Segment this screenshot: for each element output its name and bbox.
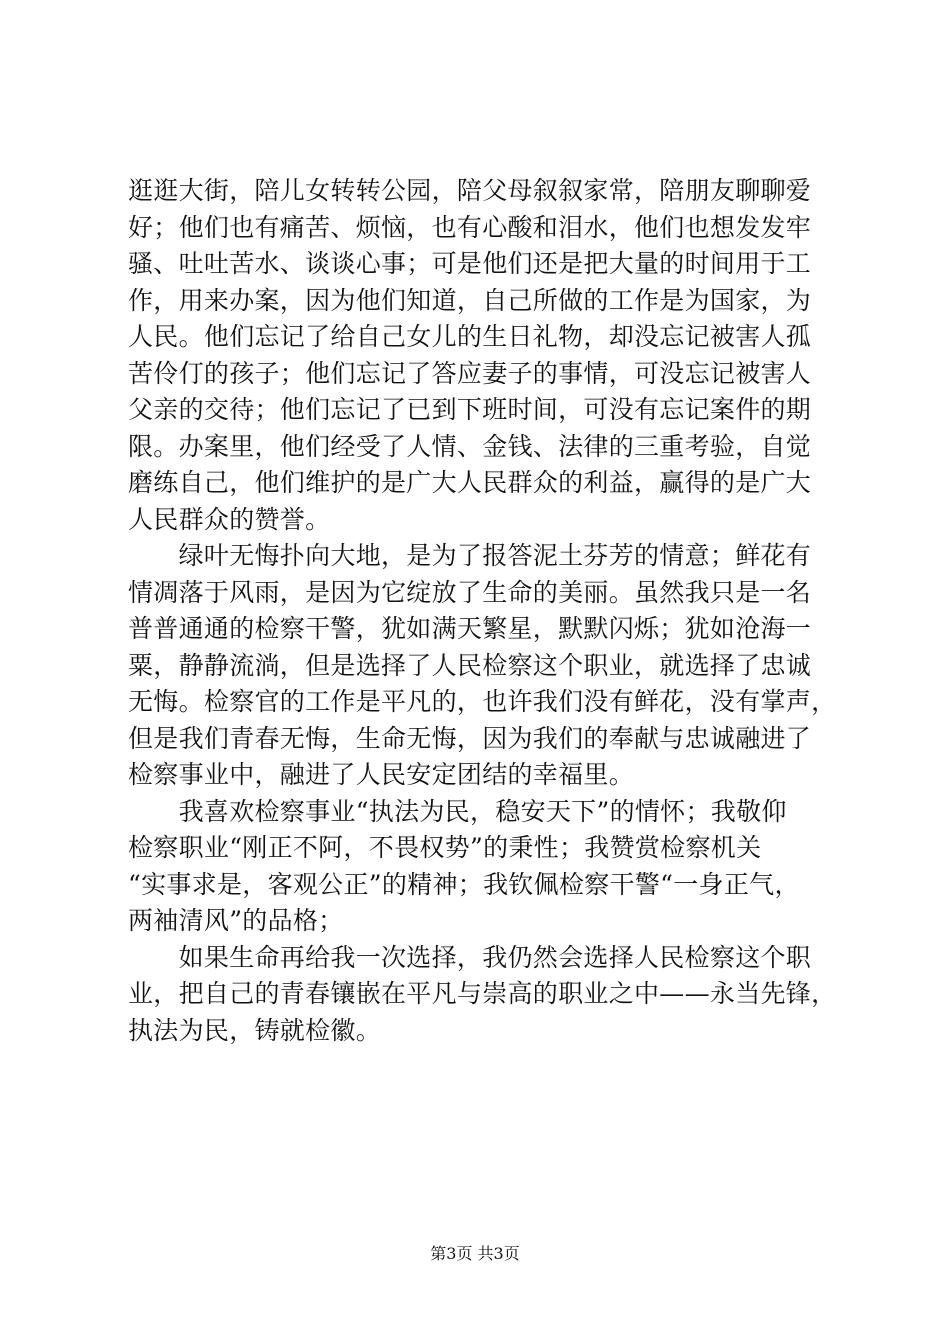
text-line: 苦伶仃的孩子；他们忘记了答应妻子的事情，可没忘记被害人 [128,358,812,388]
text-line: 如果生命再给我一次选择，我仍然会选择人民检察这个职 [128,942,812,972]
text-line: 两袖清风”的品格； [128,906,344,935]
text-line: 人民群众的赞誉。 [128,504,331,534]
document-body [128,173,837,1049]
text-line: 作，用来办案，因为他们知道，自己所做的工作是为国家，为 [128,285,812,315]
text-line: 检察职业“刚正不阿，不畏权势”的秉性；我赞赏检察机关 [128,833,762,862]
text-line: 粟，静静流淌，但是选择了人民检察这个职业，就选择了忠诚 [128,650,812,680]
text-line: 检察事业中，融进了人民安定团结的幸福里。 [128,760,635,789]
text-line: 限。办案里，他们经受了人情、金钱、法律的三重考验，自觉 [128,431,812,461]
text-line: 好；他们也有痛苦、烦恼，也有心酸和泪水，他们也想发发牢 [128,212,812,242]
text-line: 情凋落于风雨，是因为它绽放了生命的美丽。虽然我只是一名 [128,577,812,607]
text-line: 普普通通的检察干警，犹如满天繁星，默默闪烁；犹如沧海一 [128,614,812,643]
page-number-footer: 第3页 共3页 [430,1244,520,1263]
text-line: 绿叶无悔扑向大地，是为了报答泥土芬芳的情意；鲜花有 [128,541,812,570]
text-line: 无悔。检察官的工作是平凡的，也许我们没有鲜花，没有掌声， [128,687,837,716]
text-line: 但是我们青春无悔，生命无悔，因为我们的奉献与忠诚融进了 [128,723,812,753]
text-line: 业，把自己的青春镶嵌在平凡与崇高的职业之中——永当先锋， [128,979,837,1008]
text-line: “实事求是，客观公正”的精神；我钦佩检察干警“一身正气， [128,869,800,899]
text-line: 逛逛大街，陪儿女转转公园，陪父母叙叙家常，陪朋友聊聊爱 [128,176,812,205]
text-line: 磨练自己，他们维护的是广大人民群众的利益，赢得的是广大 [128,468,812,497]
text-line: 执法为民，铸就检徽。 [128,1015,382,1045]
text-line: 人民。他们忘记了给自己女儿的生日礼物，却没忘记被害人孤 [128,322,812,351]
text-line: 我喜欢检察事业“执法为民，稳安天下”的情怀；我敬仰 [128,796,787,826]
text-line: 父亲的交待；他们忘记了已到下班时间，可没有忘记案件的期 [128,395,812,424]
text-line: 骚、吐吐苦水、谈谈心事；可是他们还是把大量的时间用于工 [128,249,812,278]
